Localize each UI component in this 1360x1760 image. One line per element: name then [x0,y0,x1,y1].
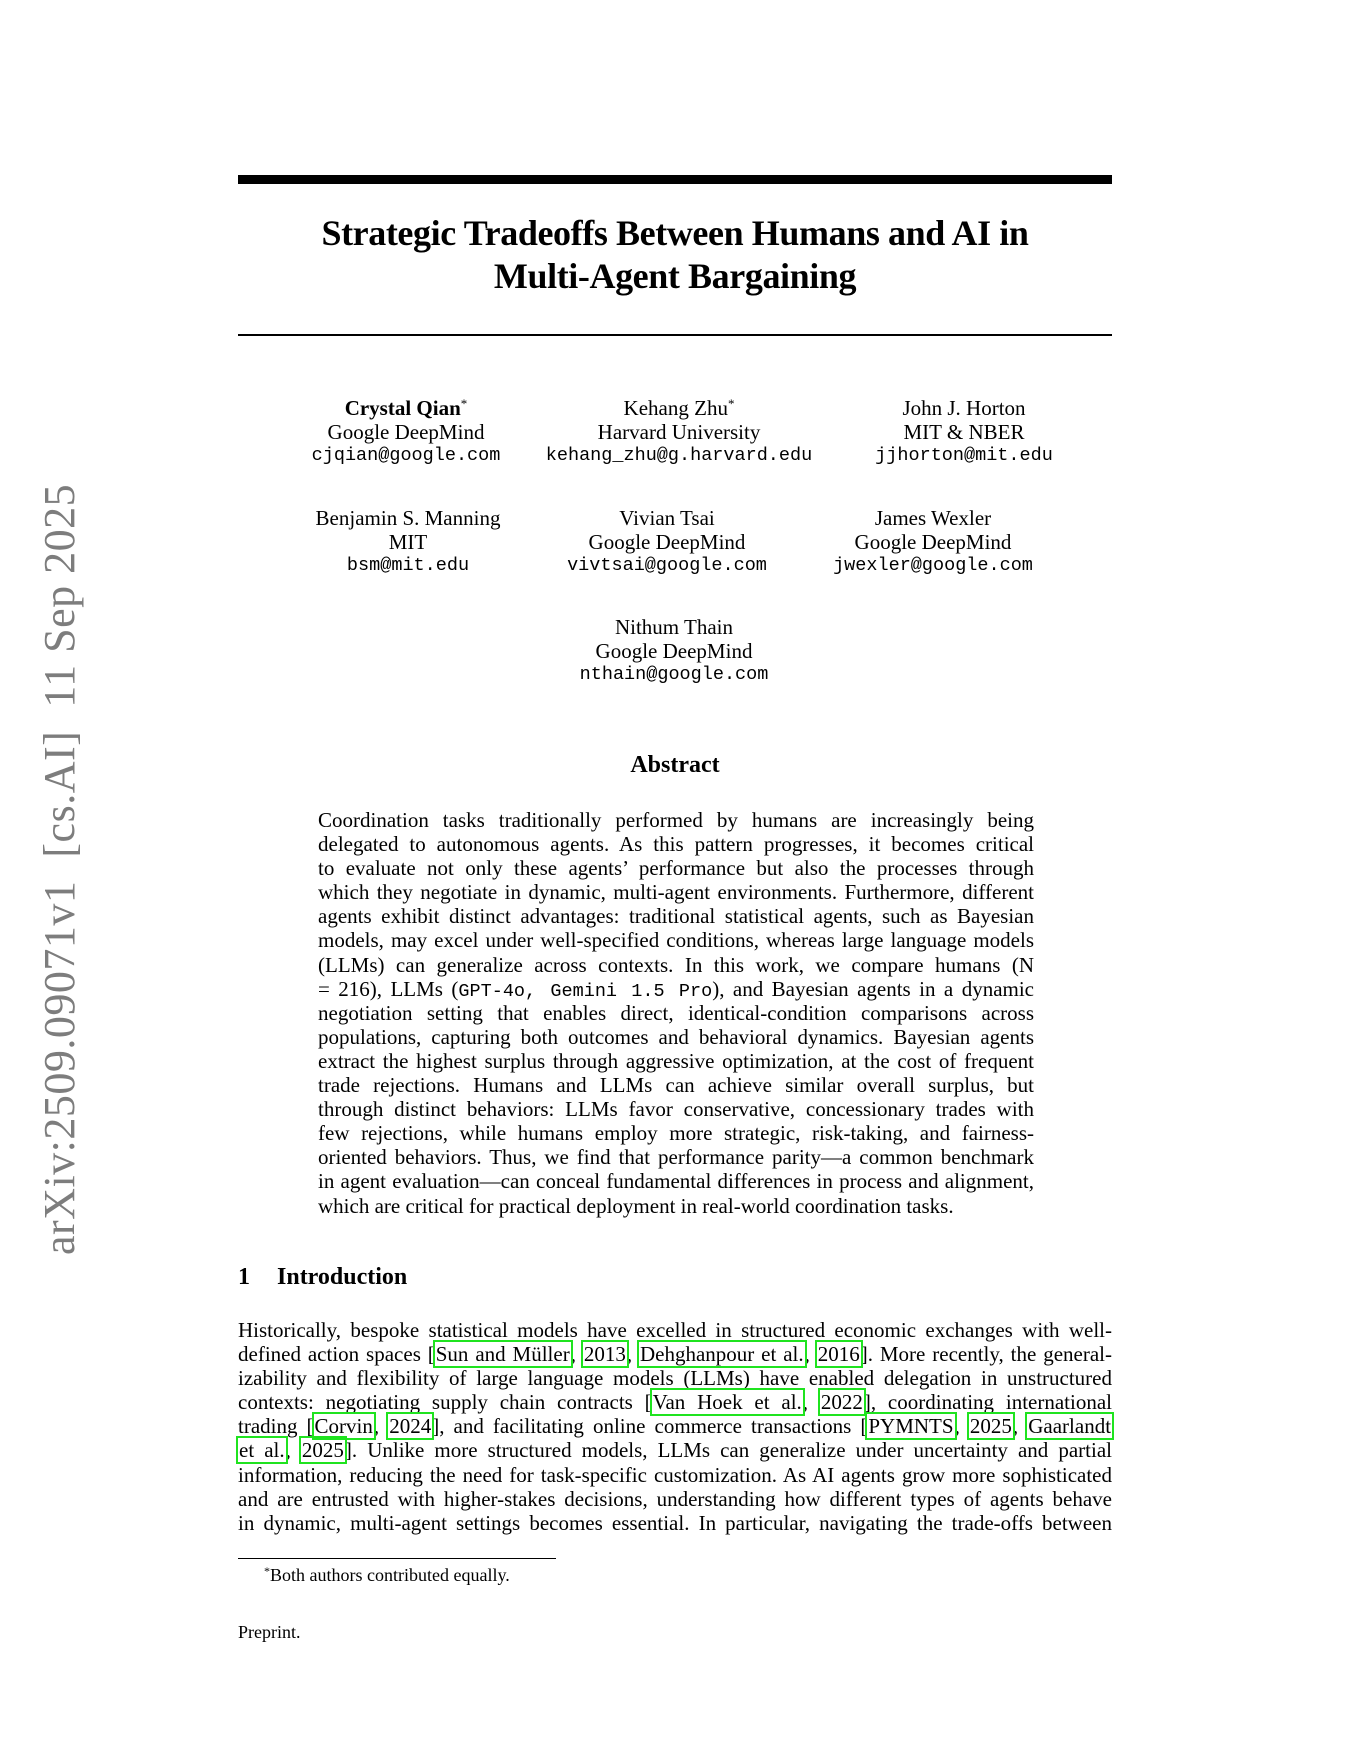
citation-link[interactable]: 2025 [301,1438,344,1463]
abstract-line [318,977,1034,1001]
intro-text: ]. More recently, the general- [860,1342,1112,1367]
intro-text: , [804,1342,817,1367]
intro-line: izability and flexibility of large language models (LLMs) have enabled delegation in unstructured [238,1366,1112,1391]
citation-link[interactable]: Dehghanpour et al. [639,1342,804,1367]
abstract-line: few rejections, while humans employ more strategic, risk-taking, and fairness- [318,1121,1034,1146]
author-block [833,506,1033,578]
intro-text: , [954,1414,969,1439]
abstract-line: populations, capturing both outcomes and behavioral dynamics. Bayesian agents [318,1024,1034,1049]
intro-line: Historically, bespoke statistical models have excelled in structured economic exchanges with well- [238,1318,1112,1342]
author-block [580,615,769,687]
paper-title [238,212,1112,298]
intro-text: , [373,1414,389,1439]
author-affiliation: Harvard University [597,420,761,444]
author-email[interactable]: nthain@google.com [579,664,769,685]
abstract-line: delegated to autonomous agents. As this pattern progresses, it becomes critical [318,832,1034,857]
arxiv-identifier-stamp: arXiv:2509.09071v1 [cs.AI] 11 Sep 2025 [35,483,84,1255]
abstract-line: negotiation setting that enables direct, identical-condition comparisons across [318,1000,1034,1025]
intro-line [238,1390,1112,1414]
author-email[interactable]: kehang_zhu@g.harvard.edu [545,445,813,466]
title-line-1: Strategic Tradeoffs Between Humans and AI in [321,213,1029,253]
abstract-line: through distinct behaviors: LLMs favor conservative, concessionary trades with [318,1097,1034,1122]
author-name: Nithum Thain [614,615,734,639]
author-name: James Wexler [874,506,992,530]
author-email[interactable]: jjhorton@mit.edu [875,445,1053,466]
abstract-text: ), and Bayesian agents in a dynamic [712,976,1034,1001]
author-name: Kehang Zhu [623,396,728,420]
intro-text: defined action spaces [ [238,1342,435,1367]
citation-link[interactable]: 2016 [817,1342,860,1367]
citation-link[interactable]: et al. [239,1438,285,1463]
citation-link[interactable]: 2022 [820,1390,863,1415]
footnote-mark: * [264,1564,270,1578]
equal-contribution-mark: * [727,396,735,411]
author-block [567,506,767,578]
author-email[interactable]: cjqian@google.com [311,445,501,466]
preprint-label: Preprint. [238,1622,301,1642]
author-name: John J. Horton [902,396,1026,420]
intro-text: , [802,1390,820,1415]
intro-text: contexts: negotiating supply chain contracts [ [238,1390,652,1415]
section-heading-introduction [238,1264,407,1291]
intro-line: information, reducing the need for task-specific customization. As AI agents grow more sophisticated [238,1462,1112,1487]
intro-line [238,1414,1112,1438]
equal-contribution-mark: * [460,396,468,411]
abstract-line: which are critical for practical deployment in real-world coordination tasks. [318,1193,954,1218]
author-block [312,396,501,468]
intro-line [238,1342,1112,1366]
citation-link[interactable]: Van Hoek et al. [652,1390,802,1415]
model-names: GPT-4o, Gemini 1.5 Pro [458,980,713,1002]
intro-text: , [570,1342,583,1367]
citation-link[interactable]: 2025 [969,1414,1012,1439]
footnote-divider [238,1558,556,1559]
author-affiliation: MIT & NBER [903,420,1025,444]
author-name: Vivian Tsai [619,506,715,530]
abstract-text: = 216), LLMs ( [318,976,459,1001]
citation-link[interactable]: 2024 [389,1414,432,1439]
citation-link[interactable]: Sun and Müller [435,1342,570,1367]
author-block [875,396,1053,468]
citation-link[interactable]: Corvin [314,1414,373,1439]
abstract-line: in agent evaluation—can conceal fundamental differences in process and alignment, [318,1169,1034,1194]
abstract-line: trade rejections. Humans and LLMs can achieve similar overall surplus, but [318,1073,1034,1098]
abstract-line: extract the highest surplus through aggressive optimization, at the cost of frequent [318,1048,1034,1073]
intro-text: , [1012,1414,1028,1439]
author-affiliation: Google DeepMind [327,420,485,444]
abstract-line: oriented behaviors. Thus, we find that performance parity—a common benchmark [318,1145,1034,1170]
author-email[interactable]: bsm@mit.edu [346,555,470,576]
intro-text: , [626,1342,639,1367]
title-line-2: Multi-Agent Bargaining [493,256,857,296]
author-name: Crystal Qian [344,396,461,420]
author-affiliation: Google DeepMind [588,530,746,554]
title-top-rule [238,175,1112,184]
abstract-line: Coordination tasks traditionally performed by humans are increasingly being [318,808,1034,832]
abstract-heading: Abstract [630,752,720,778]
abstract-body [318,808,1034,1218]
footnote-text: Both authors contributed equally. [270,1565,510,1585]
citation-link[interactable]: PYMNTS [868,1414,954,1439]
intro-line: and are entrusted with higher-stakes decisions, understanding how different types of agents behave [238,1486,1112,1511]
author-block [546,396,812,468]
intro-text: , [285,1438,301,1463]
author-email[interactable]: jwexler@google.com [833,555,1033,576]
introduction-body [238,1318,1112,1535]
author-affiliation: Google DeepMind [854,530,1012,554]
intro-text: ], and facilitating online commerce transactions [ [432,1414,868,1439]
author-affiliation: MIT [388,530,428,554]
abstract-line: to evaluate not only these agents’ performance but also the processes through [318,856,1034,881]
author-affiliation: Google DeepMind [595,639,753,663]
title-bottom-rule [238,334,1112,336]
abstract-line: (LLMs) can generalize across contexts. In this work, we compare humans (N [318,952,1034,977]
author-name: Benjamin S. Manning [315,506,501,530]
intro-text: trading [ [238,1414,314,1439]
intro-line [238,1438,1112,1462]
section-title: Introduction [277,1264,408,1290]
intro-line: in dynamic, multi-agent settings becomes essential. In particular, navigating the trade-offs between [238,1510,1112,1535]
section-number: 1 [238,1264,250,1290]
abstract-line: which they negotiate in dynamic, multi-agent environments. Furthermore, different [318,880,1034,905]
citation-link[interactable]: Gaarlandt [1028,1414,1112,1439]
abstract-line: models, may excel under well-specified conditions, whereas large language models [318,928,1034,953]
citation-link[interactable]: 2013 [583,1342,626,1367]
footnote [264,1565,510,1586]
abstract-line: agents exhibit distinct advantages: traditional statistical agents, such as Bayesian [318,904,1034,929]
intro-text: ], coordinating international [863,1390,1112,1415]
author-block [316,506,501,578]
intro-text: ]. Unlike more structured models, LLMs can generalize under uncertainty and partial [344,1438,1112,1463]
author-email[interactable]: vivtsai@google.com [567,555,767,576]
